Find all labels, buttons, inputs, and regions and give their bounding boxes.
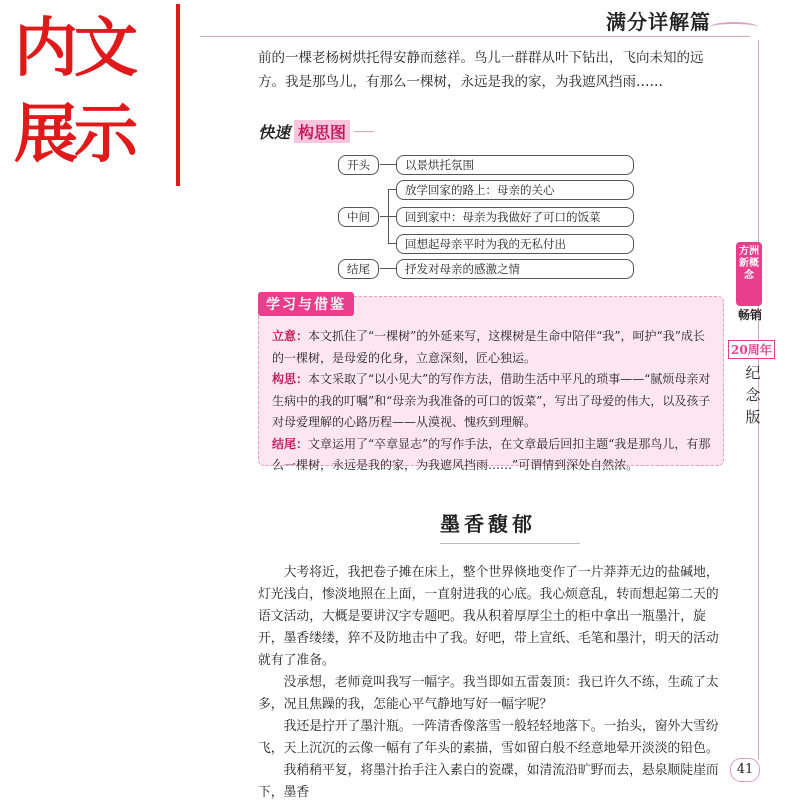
title-underline	[440, 543, 580, 544]
essay-paragraph: 没承想，老师竟叫我写一幅字。我当即如五雷轰顶：我已许久不练，生疏了太多，况且焦躁的我，怎能心平气静地写好一幅字呢？	[258, 675, 719, 712]
connector	[380, 164, 396, 165]
mindmap-item: 回想起母亲平时为我的无私付出	[396, 234, 634, 254]
study-item	[272, 326, 712, 369]
mindmap-item: 回到家中：母亲为我做好了可口的饭菜	[396, 207, 634, 227]
intro-paragraph: 前的一棵老杨树烘托得安静而慈祥。鸟儿一群群从叶下钻出，飞向未知的远方。我是那鸟儿，有那么一棵树，永远是我的家，为我遮风挡雨……	[258, 50, 704, 90]
study-key: 构思：	[272, 372, 309, 386]
study-item	[272, 434, 712, 477]
mindmap-label-end: 结尾	[338, 259, 379, 279]
connector	[380, 216, 388, 217]
essay-title-box	[440, 508, 580, 544]
study-content: 文章运用了“卒章显志”的写作手法，在文章最后回扣主题“我是那鸟儿，有那么一棵树，永远是我的家，为我遮风挡雨……”可谓情到深处自然浓。	[272, 436, 711, 472]
anniversary-badge: 20周年	[728, 340, 775, 359]
mindmap-item: 以景烘托氛围	[396, 155, 634, 175]
heading-line	[354, 131, 374, 132]
mindmap-heading	[258, 120, 374, 143]
mindmap-heading-part1: 快速	[258, 123, 291, 142]
study-content: 本文采取了“以小见大”的写作方法，借助生活中平凡的琐事——“腻烦母亲对生病中的我的叮嘱”和“母亲为我准备的可口的饭菜”，写出了母爱的伟大，以及孩子对母爱理解的心路历程——从漠视、愧疚到理解。	[272, 372, 711, 429]
study-content: 本文抓住了“一棵树”的外延来写，这棵树是生命中陪伴“我”，呵护“我”成长的一棵树，是母爱的化身，立意深刻，匠心独运。	[272, 329, 705, 365]
study-tab: 学习与借鉴	[258, 292, 354, 316]
section-label	[14, 6, 134, 178]
connector	[388, 189, 396, 190]
connector	[380, 268, 396, 269]
red-divider	[176, 4, 180, 186]
mindmap-item: 抒发对母亲的感激之情	[396, 259, 634, 279]
header-title: 满分详解篇	[606, 10, 711, 34]
mindmap-item: 放学回家的路上：母亲的关心	[396, 180, 634, 200]
study-text	[272, 326, 712, 477]
connector	[388, 243, 396, 244]
section-label-line1: 内文	[14, 12, 134, 86]
study-key: 立意：	[272, 329, 309, 343]
essay-paragraph: 我稍稍平复，将墨汁抬手注入素白的瓷碟，如清流沿旷野而去，悬泉顺陡崖而下，墨香	[258, 763, 719, 800]
page-number: 41	[730, 758, 760, 782]
essay-title: 墨香馥郁	[440, 512, 536, 536]
study-item	[272, 369, 712, 434]
mindmap	[258, 150, 658, 282]
connector	[388, 216, 396, 217]
side-sell: 畅销	[737, 308, 762, 322]
essay-paragraph: 我还是拧开了墨汁瓶。一阵清香像落雪一般轻轻地落下。一抬头，窗外大雪纷飞，天上沉沉的云像一幅有了年头的素描，雪如留白般不经意地晕开淡淡的铅色。	[258, 719, 719, 756]
essay-body	[258, 562, 722, 804]
side-tab: 方洲新概念	[736, 242, 762, 306]
side-vertical-text: 纪念版	[745, 364, 761, 426]
essay-paragraph: 大考将近，我把卷子摊在床上，整个世界倏地变作了一片莽莽无边的盐碱地，灯光浅白，惨淡地照在上面，一直射进我的心底。我心烦意乱，转而想起第二天的语文活动，大概是要讲汉字专题吧。我从积着厚厚尘土的柜中拿出一瓶墨汁，旋开，墨香缕缕，猝不及防地击中了我。好吧，带上宣纸、毛笔和墨汁，明天的活动就有了准备。	[258, 565, 719, 668]
study-key: 结尾：	[272, 436, 309, 451]
mindmap-label-middle: 中间	[338, 207, 379, 227]
header-ornament	[710, 22, 758, 32]
mindmap-heading-part2: 构思图	[294, 120, 350, 143]
header-rule	[200, 36, 750, 37]
section-label-line2: 展示	[14, 98, 134, 172]
mindmap-label-start: 开头	[338, 155, 379, 175]
